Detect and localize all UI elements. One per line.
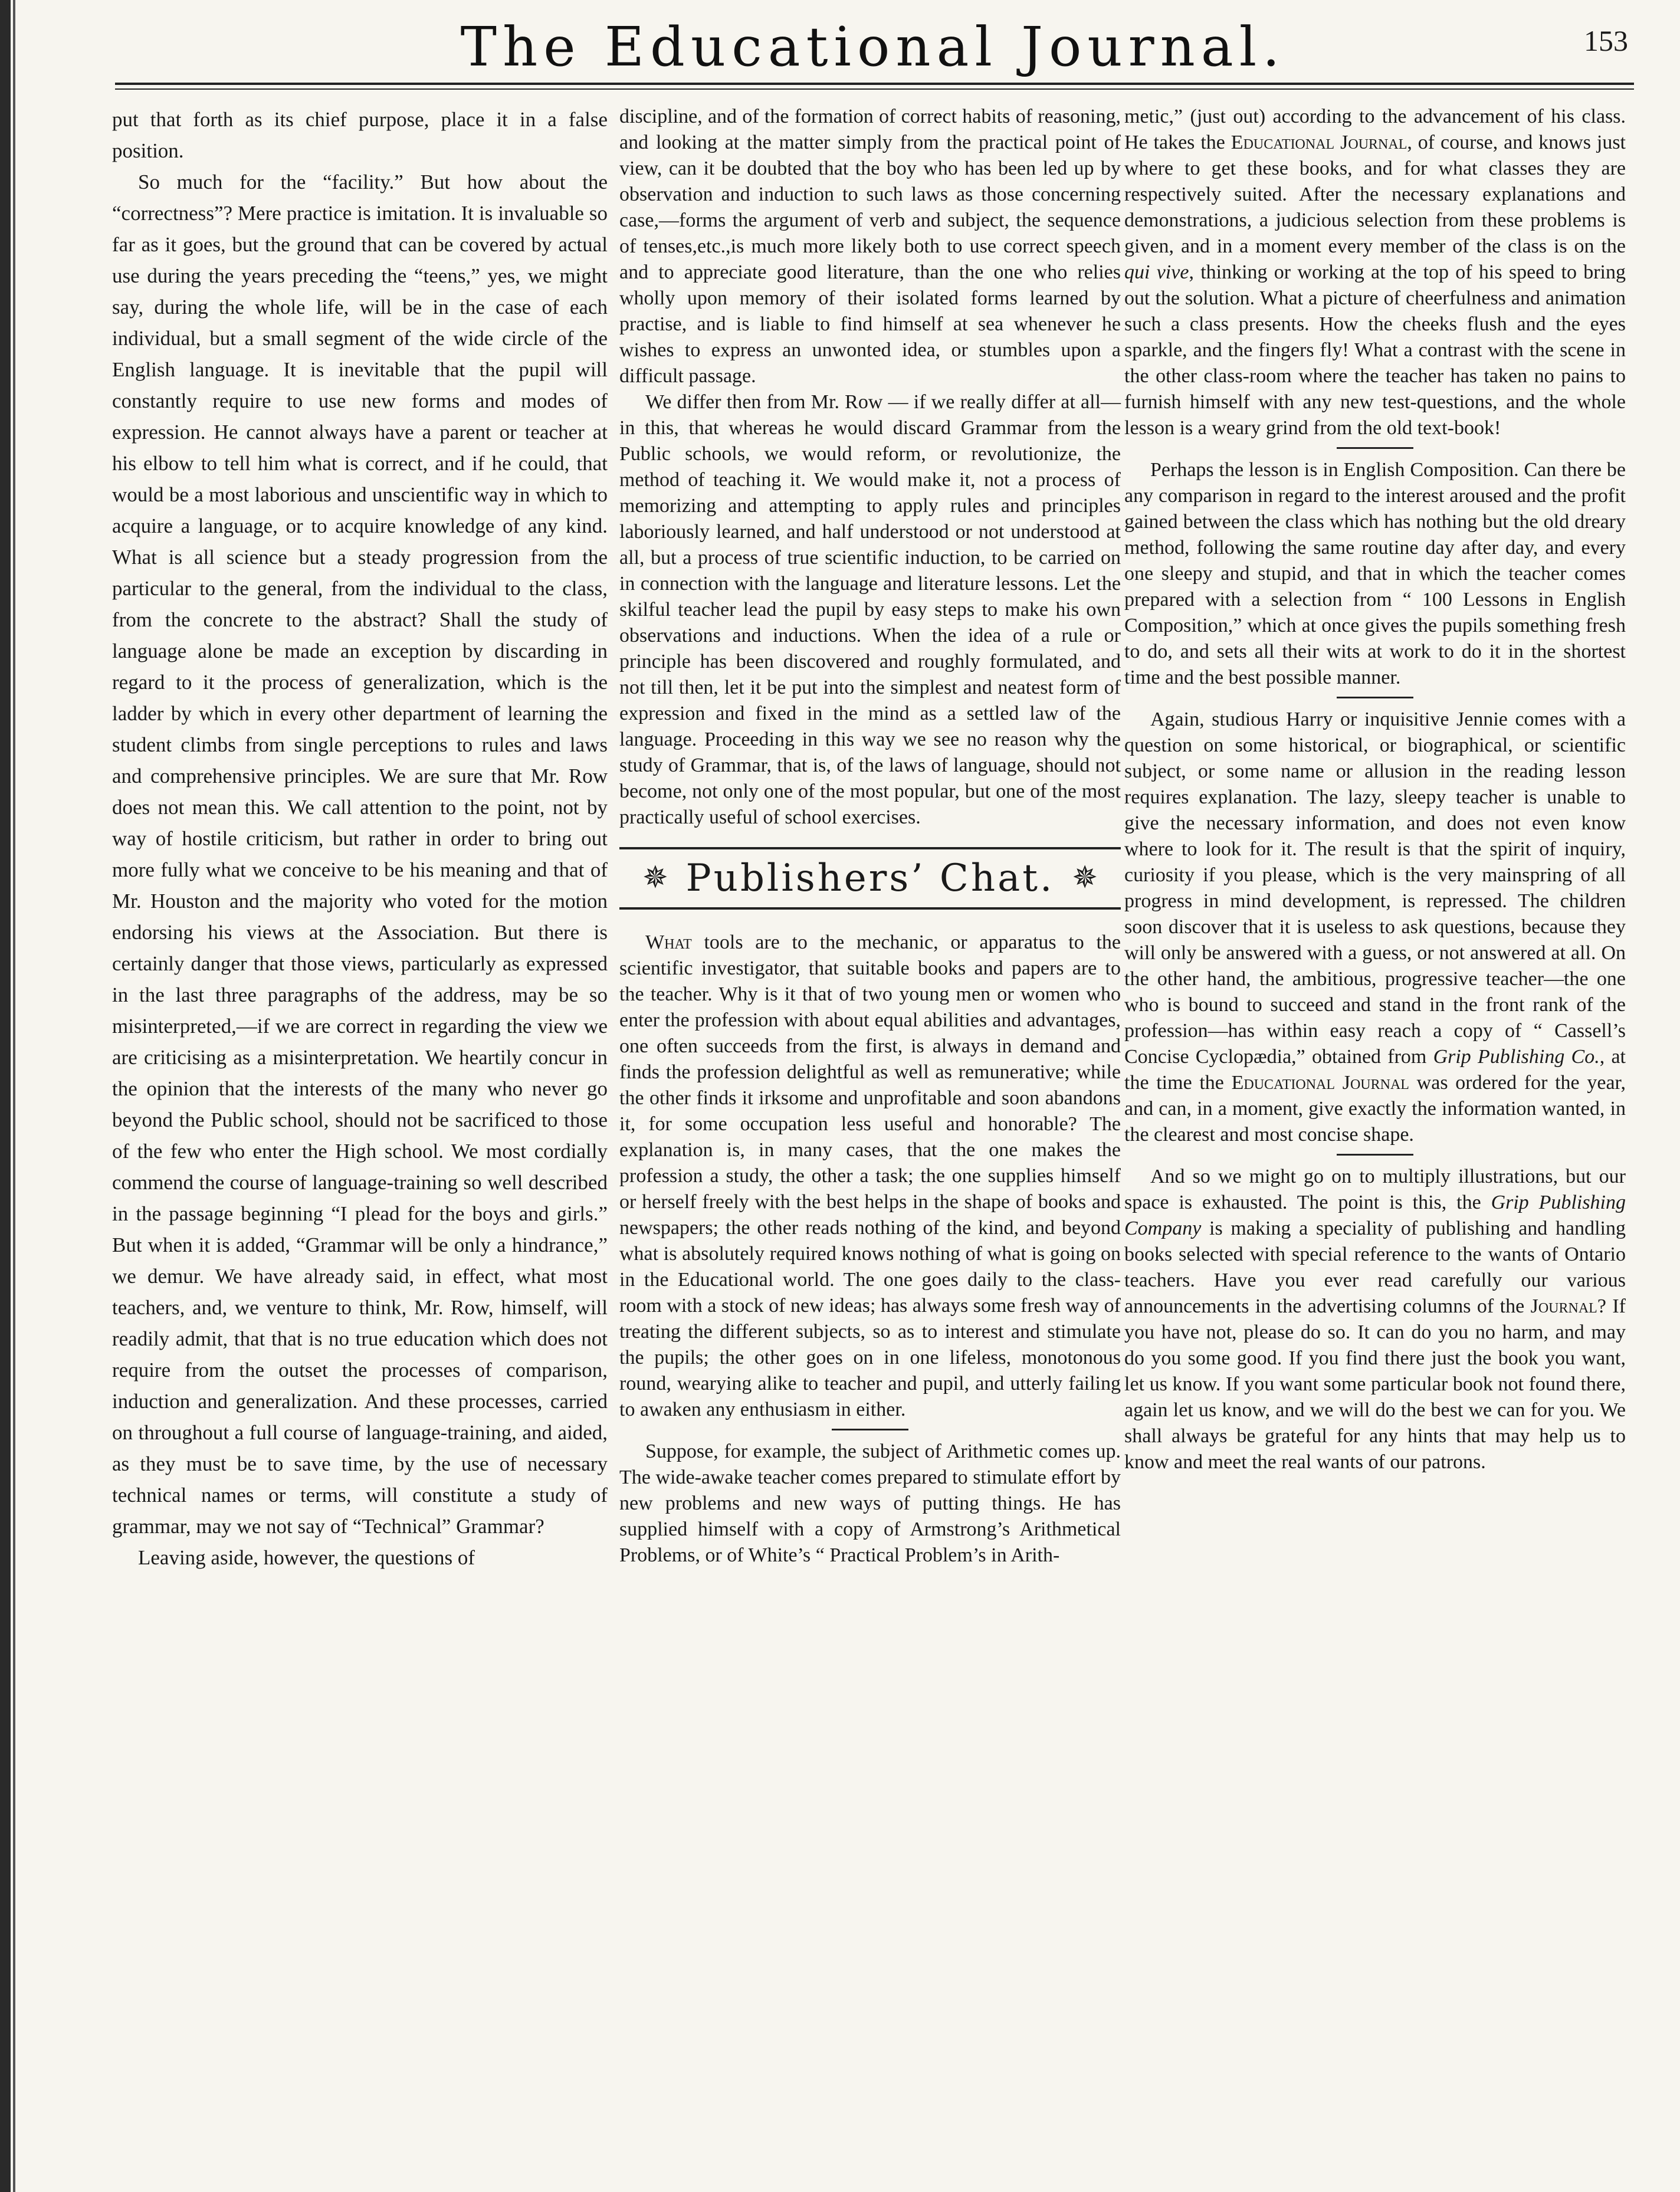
text-run: , of course, and knows just where to get these books, and for what classes they are respectively suited. After the necessary explanations and demonstrations, a judicious selection from these problems is given, and in a moment every member of the class is on the	[1124, 132, 1626, 257]
paragraph: discipline, and of the formation of correct habits of reasoning, and looking at the matter simply from the practical point of view, can it be doubted that the boy who has been led up by observation and induction to such laws as those concerning case,—forms the argument of verb and subject, the sequence of tenses,etc.,is much more likely both to use correct speech and to appreciate good literature, than the one who relies wholly upon memory of their isolated forms learned by practise, and is liable to find himself at sea whenever he wishes to express an unwonted idea, or stumbles upon a difficult passage.	[619, 106, 1121, 387]
journal-name: Educational Journal	[1231, 132, 1407, 153]
italic-phrase: Grip Publishing Company	[1124, 1192, 1626, 1239]
paragraph: Suppose, for example, the subject of Arithmetic comes up. The wide-awake teacher comes prepared to stimulate effort by new problems and new ways of putting things. He has supplied himself with a copy of Armstrong’s Arithmetical Problems, or of White’s “ Practical Problem’s in Arith-	[619, 1440, 1121, 1566]
page-edge-line	[13, 0, 15, 2192]
paragraph-text: tools are to the mechanic, or apparatus to the scientific investigator, that suitable books and papers are to the teacher. Why is it that of two young men or women who enter the profession with about equal abilities and advantages, one often succeeds from the first, is always in demand and finds the profession delightful as well as remunerative; while the other finds it irksome and unprofitable and soon abandons it, for some occupation less useful and honorable? The explanation is, in many cases, that the one makes the profession a study, the other a task; the one supplies himself or herself freely with the best helps in the shape of books and newspapers; the other reads nothing of the kind, and beyond what is absolutely required knows nothing of what is going on in the Educational world. The one goes daily to the class-room with a stock of new ideas; has always some fresh way of treating the different subjects, so as to interest and stimulate the pupils; the other goes on in one lifeless, monotonous round, wearying alike to teacher and pupil, and utterly failing to awaken any enthusiasm in either.	[619, 931, 1121, 1420]
paragraph	[1124, 707, 1626, 1148]
paragraph	[619, 930, 1121, 1423]
paragraph	[1124, 104, 1626, 441]
text-run: , at the time the	[1124, 1046, 1626, 1094]
section-divider	[832, 1429, 908, 1430]
text-run: Again, studious Harry or inquisitive Jennie comes with a question on some historical, or biographical, or scientific subject, or some name or allusion in the reading lesson requires explanation. The lazy, sleepy teacher is unable to give the necessary information, and does not even know where to look for it. The result is that the spirit of inquiry, curiosity if you please, which is the very mainspring of all progress in mind development, is repressed. The children soon discover that it is useless to ask questions, because they will only be answered with a guess, or not answered at all. On the other hand, the ambitious, progressive teacher—the one who is bound to succeed and stand in the front rank of the profession—has within easy reach a copy of “ Cassell’s Concise Cyclopædia,” obtained from	[1124, 708, 1626, 1068]
paragraph: So much for the “facility.” But how about the “correctness”? Mere practice is imitation. It is invaluable so far as it goes, but the ground that can be covered by actual use during the years preceding the “teens,” yes, we might say, during the whole life, will be in the case of each individual, but a small segment of the wide circle of the English language. It is inevitable that the pupil will constantly require to use new forms and modes of expression. He cannot always have a parent or teacher at his elbow to tell him what is correct, and if he could, that would be a most laborious and unscientific way in which to acquire a language, or to acquire knowledge of any kind. What is all science but a steady progression from the particular to the general, from the individual to the class, from the concrete to the abstract? Shall the study of language alone be made an exception by discarding in regard to it the process of generalization, which is the ladder by which in every other department of learning the student climbs from single perceptions to rules and laws and comprehensive principles. We are sure that Mr. Row does not mean this. We call attention to the point, not by way of hostile criticism, but rather in order to bring out more fully what we conceive to be his meaning and that of Mr. Houston and the majority who voted for the motion endorsing his views at the Association. But there is certainly danger that those views, particularly as expressed in the last three paragraphs of the address, may be so misinterpreted,—if we are correct in regarding the view we are criticising as a misinterpretation. We heartily concur in the opinion that the interests of the many who never go beyond the Public school, should not be sacrificed to those of the few who enter the High school. We most cordially commend the course of language-training so well described in the passage beginning “I plead for the boys and girls.” But when it is added, “Grammar will be only a hindrance,” we demur. We have already said, in effect, what most teachers, and, we venture to think, Mr. Row, himself, will readily admit, that that is no true education which does not require from the outset the processes of comparison, induction and generalization. And these processes, carried on throughout a full course of language-training, and aided, as they must be to save time, by the use of necessary technical names or terms, will constitute a study of grammar, may we not say of “Technical” Grammar?	[112, 170, 608, 1538]
text-run: metic,” (just out) according to the advancement of his class. He takes the	[1124, 106, 1626, 153]
paragraph: Leaving aside, however, the questions of	[138, 1546, 475, 1569]
page-number: 153	[1584, 24, 1628, 57]
column-right	[1124, 104, 1626, 1475]
text-run: And so we might go on to multiply illustrations, but our space is exhausted. The point is this, the	[1124, 1166, 1626, 1213]
section-divider	[1337, 1154, 1413, 1156]
header-rule-thick	[115, 83, 1634, 85]
column-middle	[619, 104, 1121, 1568]
italic-phrase: qui vive	[1124, 261, 1189, 283]
header-rule-thin	[115, 88, 1634, 90]
ornament-icon: ✵	[1072, 861, 1098, 895]
masthead	[118, 12, 1628, 83]
journal-name: Educational Journal	[1231, 1072, 1409, 1094]
section-divider	[1337, 447, 1413, 449]
italic-phrase: Grip Publishing Co.	[1433, 1046, 1600, 1068]
paragraph: put that forth as its chief purpose, place it in a false position.	[112, 108, 608, 162]
publishers-chat-heading	[619, 847, 1121, 910]
text-run: ? If you have not, please do so. It can do you no harm, and may do you some good. If you find there just the book you want, let us know. If you want some particular book not found there, again let us know, and we will do the best we can for you. We shall always be grateful for any hints that may help us to know and meet the real wants of our patrons.	[1124, 1295, 1626, 1473]
section-divider	[1337, 697, 1413, 698]
column-left	[112, 104, 608, 1573]
section-title: Publishers’ Chat.	[685, 857, 1055, 900]
ornament-icon: ✵	[642, 861, 668, 895]
text-run: was ordered for the year, and can, in a moment, give exactly the information wanted, in the clearest and most concise shape.	[1124, 1072, 1626, 1146]
text-run: , thinking or working at the top of his speed to bring out the solution. What a picture of cheerfulness and animation such a class presents. How the cheeks flush and the eyes sparkle, and the fingers fly! What a contrast with the scene in the other class-room where the teacher has taken no pains to furnish himself with any new test-questions, and the whole lesson is a weary grind from the old text-book!	[1124, 261, 1626, 439]
paragraph: We differ then from Mr. Row — if we really differ at all—in this, that whereas he would discard Grammar from the Public schools, we would reform, or revolutionize, the method of teaching it. We would make it, not a process of memorizing and attempting to apply rules and principles laboriously learned, and half understood or not understood at all, but a process of true scientific induction, to be carried on in connection with the language and literature lessons. Let the skilful teacher lead the pupil by easy steps to make his own observations and inductions. When the idea of a rule or principle has been discovered and roughly formulated, and not till then, let it be put into the simplest and neatest form of expression and fixed in the mind as a settled law of the language. Proceeding in this way we see no reason why the study of Grammar, that is, of the laws of language, should not become, not only one of the most popular, but one of the most practically useful of school exercises.	[619, 391, 1121, 828]
page-edge-shadow	[0, 0, 11, 2192]
journal-title: The Educational Journal.	[460, 15, 1286, 78]
text-run: is making a speciality of publishing and handling books selected with special reference to the wants of Ontario teachers. Have you ever read carefully our various announcements in the advertising columns of the	[1124, 1218, 1626, 1317]
paragraph	[1124, 1164, 1626, 1475]
paragraph: Perhaps the lesson is in English Composition. Can there be any comparison in regard to the interest aroused and the profit gained between the class which has nothing but the old dreary method, following the same routine day after day, and every one sleepy and stupid, and that in which the teacher comes prepared with a selection from “ 100 Lessons in English Composition,” which at once gives the pupils something fresh to do, and sets all their wits at work to do it in the shortest time and the best possible manner.	[1124, 459, 1626, 688]
lead-word: What	[645, 931, 692, 953]
journal-name: Journal	[1530, 1295, 1597, 1317]
